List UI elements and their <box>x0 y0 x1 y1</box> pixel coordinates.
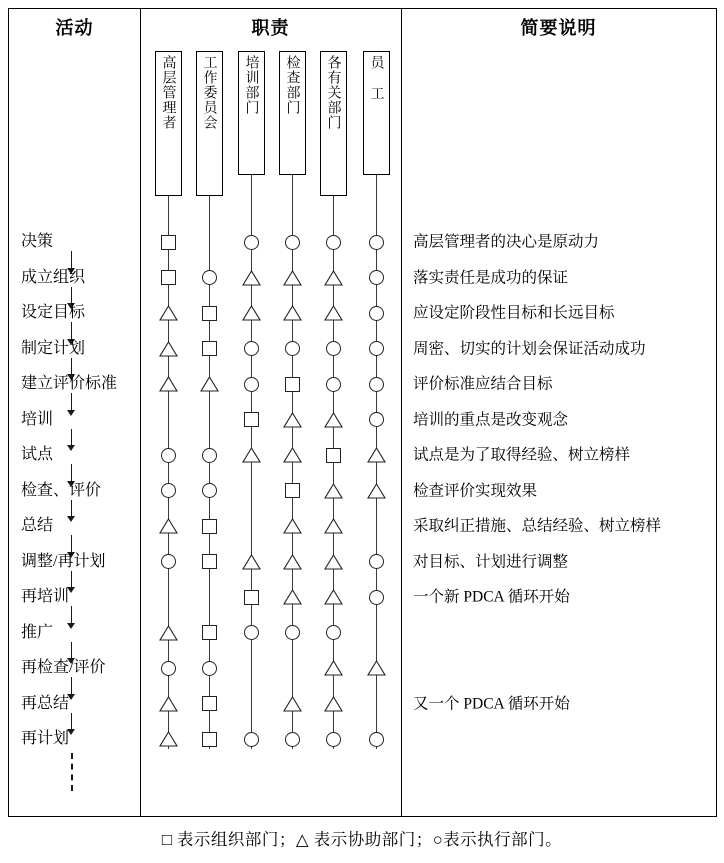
department-label: 培训部门 <box>243 55 259 115</box>
header-activity: 活动 <box>55 18 94 38</box>
flow-connector-3 <box>71 322 72 340</box>
symbol-triangle-r14-c1 <box>159 696 178 712</box>
symbol-triangle-r11-c4 <box>283 589 302 605</box>
flow-connector-10 <box>71 571 72 589</box>
symbol-circle-r10-c1 <box>161 554 176 569</box>
symbol-circle-r8-c1 <box>161 483 176 498</box>
symbol-triangle-r6-c4 <box>283 412 302 428</box>
symbol-square-r2-c1 <box>161 270 176 285</box>
activity-label-4: 制定计划 <box>21 339 86 357</box>
symbol-circle-r4-c3 <box>244 341 259 356</box>
department-box-6 <box>363 51 390 175</box>
symbol-circle-r7-c1 <box>161 448 176 463</box>
department-label: 检查部门 <box>284 55 300 115</box>
symbol-circle-r10-c6 <box>369 554 384 569</box>
flow-connector-8 <box>71 500 72 518</box>
symbol-circle-r3-c6 <box>369 306 384 321</box>
flow-continuation-dashed <box>71 753 73 791</box>
symbol-triangle-r14-c5 <box>324 696 343 712</box>
header-responsibility: 职责 <box>251 18 290 38</box>
symbol-triangle-r2-c5 <box>324 270 343 286</box>
symbol-triangle-r6-c5 <box>324 412 343 428</box>
symbol-triangle-r7-c3 <box>242 447 261 463</box>
symbol-square-r7-c5 <box>326 448 341 463</box>
description-text-9: 采取纠正措施、总结经验、树立榜样 <box>413 517 662 535</box>
description-text-11: 一个新 PDCA 循环开始 <box>413 588 570 606</box>
column-divider-responsibility <box>401 9 402 816</box>
activity-label-3: 设定目标 <box>21 304 86 321</box>
flow-connector-9 <box>71 535 72 553</box>
symbol-circle-r4-c5 <box>326 341 341 356</box>
symbol-square-r9-c2 <box>202 519 217 534</box>
description-text-7: 试点是为了取得经验、树立榜样 <box>413 446 631 464</box>
department-label: 各有关部门 <box>325 55 341 130</box>
symbol-circle-r2-c2 <box>202 270 217 285</box>
department-label: 员 工 <box>368 55 384 101</box>
symbol-square-r15-c2 <box>202 732 217 747</box>
symbol-circle-r4-c4 <box>285 341 300 356</box>
symbol-triangle-r8-c5 <box>324 483 343 499</box>
activity-label-11: 再培训 <box>21 588 70 605</box>
symbol-triangle-r3-c5 <box>324 305 343 321</box>
symbol-circle-r12-c3 <box>244 625 259 640</box>
flow-connector-1 <box>71 251 72 269</box>
symbol-circle-r1-c5 <box>326 235 341 250</box>
symbol-circle-r11-c6 <box>369 590 384 605</box>
description-text-6: 培训的重点是改变观念 <box>413 410 569 428</box>
symbol-triangle-r9-c5 <box>324 518 343 534</box>
symbol-triangle-r15-c1 <box>159 731 178 747</box>
description-text-3: 应设定阶段性目标和长远目标 <box>413 304 615 322</box>
description-text-10: 对目标、计划进行调整 <box>413 552 569 570</box>
symbol-triangle-r7-c4 <box>283 447 302 463</box>
description-text-5: 评价标准应结合目标 <box>413 375 553 393</box>
symbol-square-r8-c4 <box>285 483 300 498</box>
flow-connector-5 <box>71 393 72 411</box>
symbol-triangle-r13-c5 <box>324 660 343 676</box>
symbol-circle-r12-c4 <box>285 625 300 640</box>
symbol-triangle-r5-c1 <box>159 376 178 392</box>
department-box-2 <box>196 51 223 196</box>
symbol-circle-r15-c4 <box>285 732 300 747</box>
department-box-5 <box>320 51 347 196</box>
activity-label-2: 成立组织 <box>21 268 86 286</box>
flow-arrowhead-6 <box>67 445 75 451</box>
symbol-triangle-r10-c3 <box>242 554 261 570</box>
symbol-circle-r4-c6 <box>369 341 384 356</box>
flow-arrowhead-8 <box>67 516 75 522</box>
flow-arrowhead-11 <box>67 623 75 629</box>
symbol-triangle-r14-c4 <box>283 696 302 712</box>
flow-connector-2 <box>71 287 72 305</box>
symbol-circle-r1-c3 <box>244 235 259 250</box>
symbol-square-r12-c2 <box>202 625 217 640</box>
symbol-square-r11-c3 <box>244 590 259 605</box>
flow-connector-7 <box>71 464 72 482</box>
symbol-circle-r13-c1 <box>161 661 176 676</box>
symbol-triangle-r5-c2 <box>200 376 219 392</box>
symbol-circle-r12-c5 <box>326 625 341 640</box>
description-text-1: 高层管理者的决心是原动力 <box>413 233 600 251</box>
symbol-triangle-r9-c4 <box>283 518 302 534</box>
activity-label-9: 总结 <box>21 517 54 534</box>
activity-label-1: 决策 <box>21 233 54 250</box>
symbol-square-r14-c2 <box>202 696 217 711</box>
activity-label-8: 检查、评价 <box>21 481 102 499</box>
symbol-circle-r7-c2 <box>202 448 217 463</box>
symbol-triangle-r7-c6 <box>367 447 386 463</box>
flow-connector-6 <box>71 429 72 447</box>
symbol-triangle-r3-c3 <box>242 305 261 321</box>
activity-label-15: 再计划 <box>21 730 70 747</box>
symbol-circle-r13-c2 <box>202 661 217 676</box>
activity-label-14: 再总结 <box>21 694 70 712</box>
activity-label-13: 再检查/评价 <box>21 659 106 676</box>
symbol-circle-r2-c6 <box>369 270 384 285</box>
pdca-responsibility-chart <box>8 8 717 817</box>
symbol-triangle-r9-c1 <box>159 518 178 534</box>
symbol-triangle-r11-c5 <box>324 589 343 605</box>
symbol-square-r10-c2 <box>202 554 217 569</box>
symbol-circle-r15-c6 <box>369 732 384 747</box>
symbol-square-r5-c4 <box>285 377 300 392</box>
symbol-triangle-r2-c3 <box>242 270 261 286</box>
activity-label-10: 调整/再计划 <box>21 552 106 570</box>
header-description: 简要说明 <box>520 18 597 38</box>
symbol-circle-r5-c6 <box>369 377 384 392</box>
symbol-square-r1-c1 <box>161 235 176 250</box>
symbol-circle-r5-c5 <box>326 377 341 392</box>
symbol-triangle-r10-c5 <box>324 554 343 570</box>
symbol-triangle-r12-c1 <box>159 625 178 641</box>
symbol-triangle-r10-c4 <box>283 554 302 570</box>
flow-connector-13 <box>71 677 72 695</box>
symbol-triangle-r8-c6 <box>367 483 386 499</box>
department-box-4 <box>279 51 306 175</box>
description-text-2: 落实责任是成功的保证 <box>413 268 569 286</box>
symbol-square-r6-c3 <box>244 412 259 427</box>
activity-label-6: 培训 <box>21 410 54 428</box>
description-text-8: 检查评价实现效果 <box>413 481 538 499</box>
column-divider-activity <box>140 9 141 816</box>
symbol-triangle-r4-c1 <box>159 341 178 357</box>
symbol-circle-r5-c3 <box>244 377 259 392</box>
department-box-1 <box>155 51 182 196</box>
symbol-triangle-r3-c4 <box>283 305 302 321</box>
activity-label-12: 推广 <box>21 623 54 641</box>
symbol-circle-r8-c2 <box>202 483 217 498</box>
description-text-4: 周密、切实的计划会保证活动成功 <box>413 339 646 357</box>
legend: □ 表示组织部门；△ 表示协助部门；○表示执行部门。 <box>161 830 563 849</box>
flow-arrowhead-5 <box>67 410 75 416</box>
flow-connector-4 <box>71 358 72 376</box>
symbol-circle-r6-c6 <box>369 412 384 427</box>
symbol-square-r3-c2 <box>202 306 217 321</box>
flow-connector-12 <box>71 642 72 660</box>
activity-label-5: 建立评价标准 <box>21 375 118 392</box>
symbol-circle-r1-c4 <box>285 235 300 250</box>
department-label: 高层管理者 <box>160 55 176 130</box>
symbol-triangle-r3-c1 <box>159 305 178 321</box>
description-text-14: 又一个 PDCA 循环开始 <box>413 694 570 712</box>
symbol-circle-r15-c3 <box>244 732 259 747</box>
symbol-triangle-r2-c4 <box>283 270 302 286</box>
symbol-circle-r1-c6 <box>369 235 384 250</box>
department-label: 工作委员会 <box>201 55 217 130</box>
flow-connector-14 <box>71 713 72 731</box>
activity-label-7: 试点 <box>21 446 54 463</box>
symbol-circle-r15-c5 <box>326 732 341 747</box>
symbol-triangle-r13-c6 <box>367 660 386 676</box>
symbol-square-r4-c2 <box>202 341 217 356</box>
flow-connector-11 <box>71 606 72 624</box>
department-box-3 <box>238 51 265 175</box>
